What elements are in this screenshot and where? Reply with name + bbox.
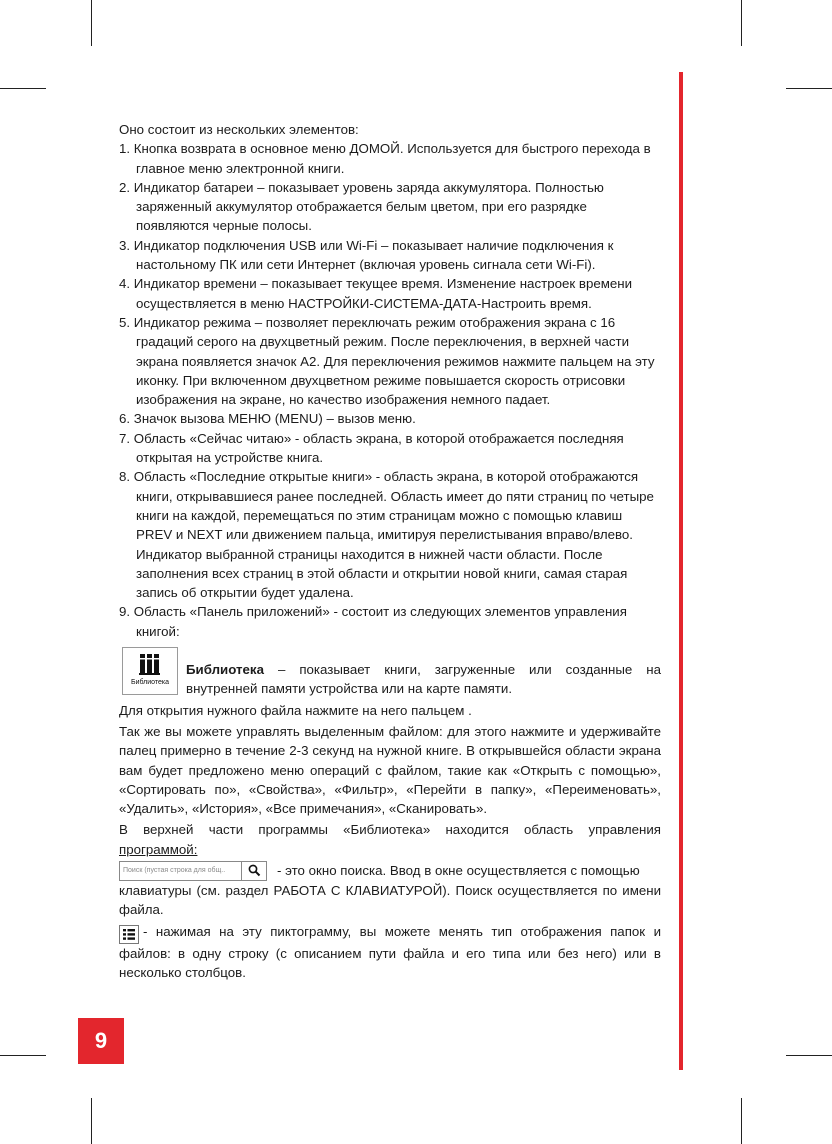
list-item-text: Кнопка возврата в основное меню ДОМОЙ. Используется для быстрого перехода в главное меню электронной книги. bbox=[133, 141, 651, 176]
list-item bbox=[119, 178, 661, 236]
list-item-number: 2. bbox=[119, 179, 131, 195]
crop-mark-left-bottom bbox=[0, 1055, 46, 1056]
search-entry bbox=[119, 861, 661, 881]
list-item-text: Область «Панель приложений» - состоит из следующих элементов управления книгой: bbox=[133, 604, 627, 639]
element-list bbox=[119, 139, 661, 641]
list-view-icon bbox=[123, 929, 135, 940]
list-item bbox=[119, 139, 661, 178]
library-entry bbox=[119, 647, 661, 699]
top-area-text bbox=[119, 820, 661, 839]
list-item bbox=[119, 602, 661, 641]
crop-mark-top-right bbox=[741, 0, 742, 46]
list-item-number: 9. bbox=[119, 604, 131, 620]
list-item-text: Значок вызова МЕНЮ (MENU) – вызов меню. bbox=[133, 411, 416, 427]
list-item-text: Область «Сейчас читаю» - область экрана, в которой отображается последняя открытая на устройстве книга. bbox=[133, 430, 624, 466]
top-area-line2: программой: bbox=[119, 841, 198, 857]
list-item bbox=[119, 429, 661, 468]
view-mode-description: - нажимая на эту пиктограмму, вы можете менять тип отображения папок и файлов: в одну строку (с описанием пути файла и его типа или без него) или в несколько столбцов. bbox=[119, 923, 661, 980]
list-item bbox=[119, 313, 661, 409]
open-hint: Для открытия нужного файла нажмите на него пальцем . bbox=[119, 702, 472, 718]
list-item bbox=[119, 236, 661, 275]
search-button[interactable] bbox=[241, 862, 266, 880]
crop-mark-bottom-left bbox=[91, 1098, 92, 1144]
library-name: Библиотека bbox=[186, 662, 264, 678]
magnifier-icon bbox=[248, 864, 261, 877]
library-description bbox=[186, 647, 661, 699]
crop-mark-right-top bbox=[786, 88, 832, 89]
list-item bbox=[119, 467, 661, 602]
list-item-number: 5. bbox=[119, 314, 131, 330]
list-item-number: 6. bbox=[119, 411, 131, 427]
list-item-text: Индикатор режима – позволяет переключать режим отображения экрана с 16 градаций серого на двухцветный режим. После переключения, в верхней части экрана появляется значок А2. Для переключения режимов нажмите пальцем на эту иконку. При включенном двухцветном режиме повышается скорость отрисовки изображения на экране, но качество изображения немного падает. bbox=[133, 314, 655, 408]
list-item-text: Индикатор батареи – показывает уровень заряда аккумулятора. Полностью заряженный аккумулятор отображается белым цветом, при его разрядке появляются черные полосы. bbox=[133, 179, 604, 234]
crop-mark-top-left bbox=[91, 0, 92, 46]
list-item-number: 7. bbox=[119, 430, 131, 446]
list-item-number: 8. bbox=[119, 469, 131, 485]
library-icon-caption: Библиотека bbox=[130, 679, 170, 687]
list-item-text: Индикатор подключения USB или Wi-Fi – показывает наличие подключения к настольному ПК или сети Интернет (включая уровень сигнала сети Wi-Fi). bbox=[133, 237, 614, 273]
books-icon bbox=[138, 652, 162, 676]
view-mode-button[interactable] bbox=[119, 925, 139, 944]
view-mode-entry bbox=[119, 922, 661, 983]
list-item-number: 3. bbox=[119, 237, 131, 253]
list-item-number: 4. bbox=[119, 276, 131, 292]
list-item-text: Индикатор времени – показывает текущее время. Изменение настроек времени осуществляется в меню НАСТРОЙКИ-СИСТЕМА-ДАТА-Настроить время. bbox=[133, 276, 633, 311]
list-item bbox=[119, 409, 661, 428]
search-input[interactable] bbox=[119, 861, 267, 881]
manage-text: Так же вы можете управлять выделенным файлом: для этого нажмите и удерживайте палец примерно в течение 2-3 секунд на нужной книге. В открывшейся области экрана вам будет предложено меню операций с файлом, такие как «Открыть с помощью», «Сортировать по», «Свойства», «Фильтр», «Перейти в папку», «Переименовать», «Удалить», «История», «Все примечания», «Сканировать». bbox=[119, 723, 661, 817]
search-placeholder: Поиск (пустая строка для общ.. bbox=[123, 867, 226, 875]
search-description: - это окно поиска. Ввод в окне осуществляется с помощью bbox=[277, 863, 640, 879]
search-description-cont: клавиатуры (см. раздел РАБОТА С КЛАВИАТУРОЙ). Поиск осуществляется по имени файла. bbox=[119, 882, 661, 918]
crop-mark-bottom-right bbox=[741, 1098, 742, 1144]
top-area-line1: В верхней части программы «Библиотека» находится область управления bbox=[119, 822, 661, 838]
intro-text: Оно состоит из нескольких элементов: bbox=[119, 122, 359, 137]
page-number: 9 bbox=[78, 1018, 124, 1064]
page-content bbox=[119, 120, 661, 982]
list-item-text: Область «Последние открытые книги» - область экрана, в которой отображаются книги, открывавшиеся ранее последней. Область имеет до пяти страниц по четыре книги на каждой, перемещаться по этим страницам можно с помощью клавиш PREV и NEXT или движением пальца, имитируя перелистывания вправо/влево. Индикатор выбранной страницы находится в нижней части области. После заполнения всех страниц в этой области и открытии новой книги, самая старая запись об открытии будет удалена. bbox=[133, 469, 654, 601]
library-button[interactable] bbox=[122, 647, 178, 695]
list-item bbox=[119, 274, 661, 313]
library-desc-text: – показывает книги, загруженные или созданные на внутренней памяти устройства или на карте памяти. bbox=[186, 662, 661, 697]
list-item-number: 1. bbox=[119, 141, 131, 157]
crop-mark-left-top bbox=[0, 88, 46, 89]
crop-mark-right-bottom bbox=[786, 1055, 832, 1056]
page-accent-line bbox=[679, 72, 683, 1070]
